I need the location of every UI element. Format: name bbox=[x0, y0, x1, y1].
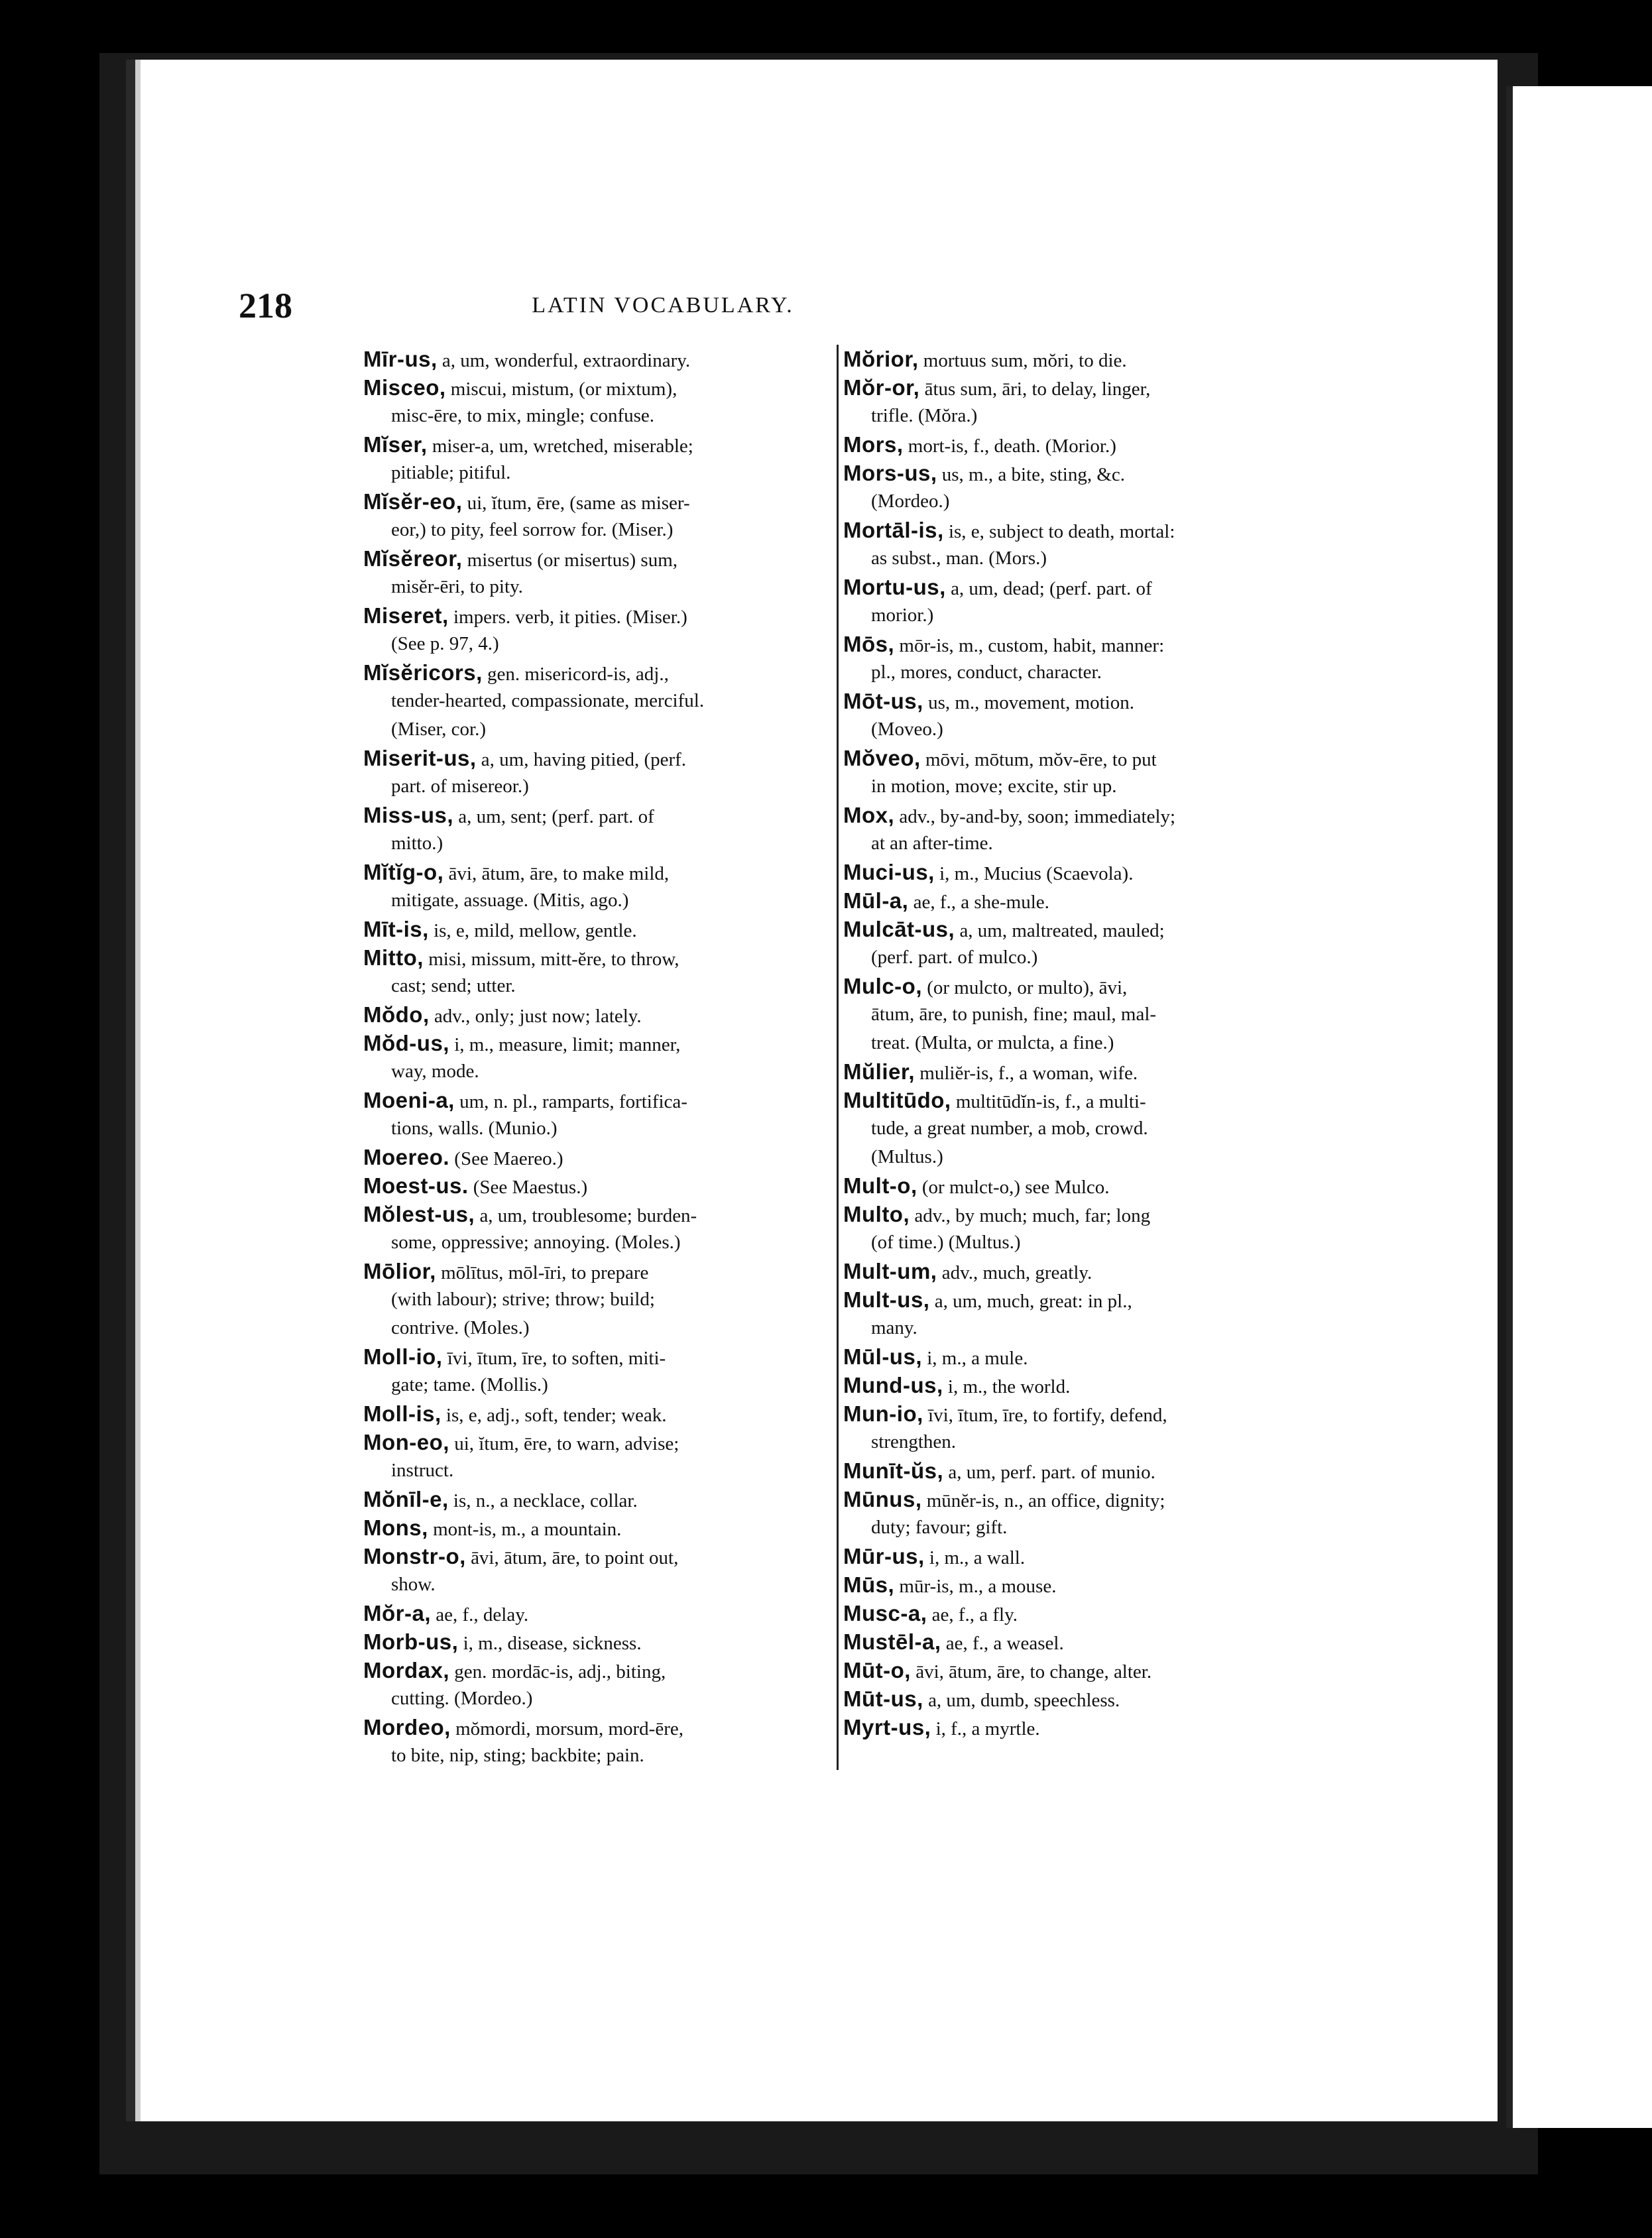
dictionary-entry-line bbox=[843, 687, 1305, 715]
headword: Mŏr-a, bbox=[363, 1601, 431, 1625]
dictionary-entry-line bbox=[843, 373, 1305, 402]
headword: Mund-us, bbox=[843, 1373, 943, 1397]
definition-text: (of time.) (Multus.) bbox=[871, 1232, 1021, 1253]
dictionary-entry-line bbox=[363, 1542, 829, 1570]
dictionary-entry-line bbox=[843, 1200, 1305, 1228]
headword: Moereo. bbox=[363, 1145, 450, 1169]
definition-text: āvi, ātum, āre, to change, alter. bbox=[910, 1661, 1152, 1682]
headword: Mūs, bbox=[843, 1572, 895, 1597]
definition-text: mitigate, assuage. (Mitis, ago.) bbox=[391, 890, 629, 911]
dictionary-entry-line bbox=[363, 1713, 829, 1741]
dictionary-continuation-line bbox=[363, 1456, 829, 1485]
definition-text: gen. misericord-is, adj., bbox=[482, 664, 669, 685]
definition-text: mont-is, m., a mountain. bbox=[428, 1519, 622, 1540]
dictionary-continuation-line bbox=[843, 1428, 1305, 1456]
headword: Morb-us, bbox=[363, 1629, 459, 1654]
definition-text: mitto.) bbox=[391, 833, 443, 854]
definition-text: morior.) bbox=[871, 605, 934, 626]
dictionary-entry-line bbox=[363, 658, 829, 687]
definition-text: (with labour); strive; throw; build; bbox=[391, 1289, 655, 1310]
definition-text: um, n. pl., ramparts, fortifica- bbox=[454, 1091, 687, 1112]
definition-text: i, f., a myrtle. bbox=[931, 1718, 1040, 1739]
headword: Mīr-us, bbox=[363, 347, 438, 371]
headword: Moest-us. bbox=[363, 1173, 469, 1198]
dictionary-entry-line bbox=[843, 858, 1305, 886]
definition-text: (or mulcto, or multo), āvi, bbox=[921, 977, 1128, 998]
dictionary-entry-line bbox=[843, 1456, 1305, 1485]
dictionary-continuation-line bbox=[363, 459, 829, 487]
definition-text: i, m., a mule. bbox=[921, 1348, 1028, 1369]
dictionary-entry-line bbox=[843, 1656, 1305, 1684]
dictionary-continuation-line bbox=[843, 658, 1305, 687]
dictionary-continuation-line bbox=[843, 601, 1305, 630]
definition-text: i, m., a wall. bbox=[924, 1547, 1026, 1568]
definition-text: īvi, ītum, īre, to soften, miti- bbox=[442, 1348, 666, 1369]
dictionary-continuation-line bbox=[843, 487, 1305, 516]
definition-text: instruct. bbox=[391, 1460, 454, 1481]
dictionary-continuation-line bbox=[843, 1314, 1305, 1342]
headword: Moeni-a, bbox=[363, 1088, 455, 1112]
dictionary-entry-line bbox=[363, 744, 829, 772]
definition-text: mōr-is, m., custom, habit, manner: bbox=[894, 635, 1165, 656]
dictionary-entry-line bbox=[363, 1342, 829, 1371]
definition-text: adv., much, greatly. bbox=[937, 1262, 1092, 1283]
dictionary-entry-line bbox=[363, 1000, 829, 1029]
dictionary-continuation-line bbox=[363, 1314, 829, 1342]
dictionary-continuation-line bbox=[843, 943, 1305, 972]
dictionary-entry-line bbox=[843, 345, 1305, 373]
dictionary-entry-line bbox=[363, 430, 829, 459]
dictionary-entry-line bbox=[363, 544, 829, 573]
dictionary-continuation-line bbox=[363, 886, 829, 915]
definition-text: is, e, mild, mellow, gentle. bbox=[428, 920, 637, 941]
headword: Mŏr-or, bbox=[843, 375, 920, 400]
dictionary-entry-line bbox=[363, 1257, 829, 1285]
headword: Mortāl-is, bbox=[843, 518, 944, 542]
dictionary-continuation-line bbox=[843, 1228, 1305, 1257]
definition-text: a, um, sent; (perf. part. of bbox=[453, 806, 654, 827]
definition-text: muliĕr-is, f., a woman, wife. bbox=[915, 1063, 1138, 1084]
definition-text: treat. (Multa, or mulcta, a fine.) bbox=[871, 1032, 1114, 1053]
dictionary-entry-line bbox=[363, 1599, 829, 1627]
headword: Mult-o, bbox=[843, 1173, 917, 1198]
dictionary-continuation-line bbox=[363, 972, 829, 1000]
definition-text: miscui, mistum, (or mixtum), bbox=[445, 379, 678, 400]
dictionary-continuation-line bbox=[363, 1285, 829, 1314]
definition-text: is, e, subject to death, mortal: bbox=[943, 521, 1175, 542]
definition-text: ae, f., a she-mule. bbox=[908, 892, 1049, 913]
dictionary-entry-line bbox=[843, 1057, 1305, 1086]
definition-text: multitūdĭn-is, f., a multi- bbox=[951, 1091, 1146, 1112]
page-number: 218 bbox=[239, 286, 292, 325]
definition-text: īvi, ītum, īre, to fortify, defend, bbox=[923, 1405, 1167, 1426]
definition-text: mortuus sum, mŏri, to die. bbox=[918, 350, 1127, 371]
dictionary-entry-line bbox=[843, 1713, 1305, 1741]
headword: Myrt-us, bbox=[843, 1715, 931, 1739]
dictionary-entry-line bbox=[843, 1371, 1305, 1399]
definition-text: a, um, dead; (perf. part. of bbox=[945, 578, 1152, 599]
definition-text: part. of misereor.) bbox=[391, 776, 529, 797]
definition-text: (See Maereo.) bbox=[449, 1148, 563, 1169]
definition-text: tions, walls. (Munio.) bbox=[391, 1118, 558, 1139]
definition-text: as subst., man. (Mors.) bbox=[871, 548, 1047, 569]
headword: Mūl-a, bbox=[843, 888, 909, 913]
definition-text: mōlītus, mōl-īri, to prepare bbox=[436, 1262, 649, 1283]
definition-text: gate; tame. (Mollis.) bbox=[391, 1374, 548, 1395]
dictionary-continuation-line bbox=[363, 573, 829, 601]
headword: Mulcāt-us, bbox=[843, 917, 955, 941]
definition-text: impers. verb, it pities. (Miser.) bbox=[448, 607, 687, 628]
headword: Mŏnīl-e, bbox=[363, 1487, 449, 1511]
dictionary-entry-line bbox=[363, 345, 829, 373]
dictionary-entry-line bbox=[843, 1570, 1305, 1599]
headword: Mūnus, bbox=[843, 1487, 922, 1511]
dictionary-entry-line bbox=[363, 1171, 829, 1200]
dictionary-entry-line bbox=[843, 430, 1305, 459]
dictionary-entry-line bbox=[363, 1399, 829, 1428]
headword: Moll-is, bbox=[363, 1401, 442, 1426]
definition-text: āvi, ātum, āre, to point out, bbox=[465, 1547, 679, 1568]
dictionary-entry-line bbox=[363, 801, 829, 829]
definition-text: show. bbox=[391, 1574, 436, 1595]
dictionary-continuation-line bbox=[843, 402, 1305, 430]
definition-text: us, m., movement, motion. bbox=[923, 692, 1134, 713]
headword: Mĭsĕricors, bbox=[363, 660, 483, 685]
dictionary-continuation-line bbox=[843, 1000, 1305, 1029]
dictionary-continuation-line bbox=[363, 402, 829, 430]
dictionary-entry-line bbox=[843, 1485, 1305, 1513]
running-title: LATIN VOCABULARY. bbox=[532, 293, 794, 318]
page-header bbox=[239, 285, 981, 331]
headword: Mīt-is, bbox=[363, 917, 429, 941]
headword: Mons, bbox=[363, 1515, 428, 1540]
definition-text: ae, f., delay. bbox=[431, 1604, 529, 1625]
headword: Mōlior, bbox=[363, 1259, 436, 1283]
dictionary-continuation-line bbox=[843, 1513, 1305, 1542]
definition-text: misi, missum, mitt-ĕre, to throw, bbox=[423, 949, 679, 970]
headword: Mŭlier, bbox=[843, 1059, 915, 1084]
definition-text: a, um, much, great: in pl., bbox=[929, 1291, 1132, 1312]
definition-text: (perf. part. of mulco.) bbox=[871, 947, 1038, 968]
definition-text: pl., mores, conduct, character. bbox=[871, 662, 1102, 683]
definition-text: mŏmordi, morsum, mord-ēre, bbox=[450, 1718, 683, 1739]
dictionary-entry-line bbox=[843, 573, 1305, 601]
definition-text: ae, f., a fly. bbox=[927, 1604, 1018, 1625]
dictionary-continuation-line bbox=[843, 544, 1305, 573]
dictionary-continuation-line bbox=[363, 687, 829, 715]
dictionary-continuation-line bbox=[363, 1228, 829, 1257]
dictionary-entry-line bbox=[843, 1542, 1305, 1570]
definition-text: ui, ĭtum, ēre, (same as miser- bbox=[462, 493, 690, 514]
definition-text: i, m., disease, sickness. bbox=[458, 1633, 642, 1654]
dictionary-entry-line bbox=[363, 943, 829, 972]
dictionary-continuation-line bbox=[843, 772, 1305, 801]
definition-text: ui, ĭtum, ēre, to warn, advise; bbox=[449, 1433, 679, 1454]
headword: Mūl-us, bbox=[843, 1344, 922, 1369]
definition-text: some, oppressive; annoying. (Moles.) bbox=[391, 1232, 681, 1253]
definition-text: i, m., measure, limit; manner, bbox=[449, 1034, 681, 1055]
definition-text: a, um, dumb, speechless. bbox=[923, 1690, 1120, 1711]
dictionary-entry-line bbox=[843, 915, 1305, 943]
definition-text: mort-is, f., death. (Morior.) bbox=[903, 436, 1116, 457]
dictionary-entry-line bbox=[843, 1684, 1305, 1713]
headword: Mūr-us, bbox=[843, 1544, 925, 1568]
headword: Mitto, bbox=[363, 945, 424, 970]
headword: Mors-us, bbox=[843, 461, 937, 485]
headword: Mŏd-us, bbox=[363, 1031, 449, 1055]
definition-text: duty; favour; gift. bbox=[871, 1517, 1008, 1538]
dictionary-entry-line bbox=[843, 1342, 1305, 1371]
definition-text: contrive. (Moles.) bbox=[391, 1317, 530, 1338]
definition-text: (Multus.) bbox=[871, 1146, 943, 1167]
column-divider bbox=[837, 345, 839, 1770]
definition-text: ātum, āre, to punish, fine; maul, mal- bbox=[871, 1004, 1157, 1025]
definition-text: cutting. (Mordeo.) bbox=[391, 1688, 533, 1709]
dictionary-entry-line bbox=[363, 487, 829, 516]
definition-text: adv., by-and-by, soon; immediately; bbox=[894, 806, 1176, 827]
dictionary-entry-line bbox=[843, 1086, 1305, 1114]
dictionary-entry-line bbox=[843, 1599, 1305, 1627]
dictionary-entry-line bbox=[363, 1029, 829, 1057]
headword: Multo, bbox=[843, 1202, 910, 1226]
headword: Mortu-us, bbox=[843, 575, 946, 599]
dictionary-entry-line bbox=[363, 373, 829, 402]
headword: Miseret, bbox=[363, 603, 449, 628]
definition-text: eor,) to pity, feel sorrow for. (Miser.) bbox=[391, 519, 674, 540]
dictionary-continuation-line bbox=[363, 1570, 829, 1599]
definition-text: a, um, having pitied, (perf. bbox=[476, 749, 687, 770]
definition-text: is, n., a necklace, collar. bbox=[448, 1490, 638, 1511]
dictionary-entry-line bbox=[363, 1485, 829, 1513]
dictionary-continuation-line bbox=[363, 772, 829, 801]
definition-text: trifle. (Mŏra.) bbox=[871, 405, 978, 426]
dictionary-continuation-line bbox=[843, 1143, 1305, 1171]
definition-text: a, um, troublesome; burden- bbox=[475, 1205, 697, 1226]
definition-text: to bite, nip, sting; backbite; pain. bbox=[391, 1745, 644, 1766]
headword: Muci-us, bbox=[843, 860, 935, 884]
dictionary-continuation-line bbox=[363, 715, 829, 744]
definition-text: mūr-is, m., a mouse. bbox=[894, 1576, 1057, 1597]
dictionary-entry-line bbox=[843, 744, 1305, 772]
dictionary-entry-line bbox=[363, 1656, 829, 1684]
headword: Mŏrior, bbox=[843, 347, 919, 371]
adjacent-page-edge bbox=[1506, 86, 1652, 2128]
headword: Mūt-o, bbox=[843, 1658, 911, 1682]
dictionary-continuation-line bbox=[843, 1029, 1305, 1057]
headword: Mun-io, bbox=[843, 1401, 923, 1426]
dictionary-continuation-line bbox=[363, 1057, 829, 1086]
headword: Mult-us, bbox=[843, 1287, 930, 1312]
dictionary-continuation-line bbox=[363, 516, 829, 544]
definition-text: cast; send; utter. bbox=[391, 975, 516, 996]
definition-text: misĕr-ēri, to pity. bbox=[391, 576, 523, 597]
headword: Mŏlest-us, bbox=[363, 1202, 475, 1226]
definition-text: (See Maestus.) bbox=[468, 1177, 588, 1198]
dictionary-continuation-line bbox=[363, 1741, 829, 1770]
definition-text: a, um, maltreated, mauled; bbox=[955, 920, 1165, 941]
dictionary-continuation-line bbox=[363, 1114, 829, 1143]
headword: Monstr-o, bbox=[363, 1544, 466, 1568]
definition-text: pitiable; pitiful. bbox=[391, 462, 511, 483]
headword: Miserit-us, bbox=[363, 746, 477, 770]
headword: Mult-um, bbox=[843, 1259, 937, 1283]
dictionary-entry-line bbox=[843, 1257, 1305, 1285]
dictionary-entry-line bbox=[363, 1428, 829, 1456]
dictionary-entry-line bbox=[363, 1513, 829, 1542]
definition-text: mōvi, mōtum, mŏv-ēre, to put bbox=[920, 749, 1157, 770]
headword: Mōs, bbox=[843, 632, 895, 656]
headword: Musc-a, bbox=[843, 1601, 927, 1625]
dictionary-entry-line bbox=[843, 516, 1305, 544]
dictionary-entry-line bbox=[843, 630, 1305, 658]
definition-text: tude, a great number, a mob, crowd. bbox=[871, 1118, 1148, 1139]
dictionary-entry-line bbox=[843, 972, 1305, 1000]
dictionary-continuation-line bbox=[843, 715, 1305, 744]
headword: Mŏveo, bbox=[843, 746, 921, 770]
definition-text: āvi, ātum, āre, to make mild, bbox=[443, 863, 670, 884]
dictionary-entry-line bbox=[363, 1200, 829, 1228]
headword: Mŏdo, bbox=[363, 1002, 430, 1027]
headword: Mĭsĕreor, bbox=[363, 546, 463, 571]
dictionary-entry-line bbox=[363, 601, 829, 630]
definition-text: adv., only; just now; lately. bbox=[429, 1006, 642, 1027]
dictionary-continuation-line bbox=[363, 1371, 829, 1399]
right-column bbox=[843, 345, 1305, 1741]
dictionary-entry-line bbox=[363, 915, 829, 943]
dictionary-entry-line bbox=[843, 886, 1305, 915]
headword: Mĭsĕr-eo, bbox=[363, 489, 463, 514]
dictionary-continuation-line bbox=[363, 829, 829, 858]
definition-text: a, um, wonderful, extraordinary. bbox=[437, 350, 691, 371]
dictionary-entry-line bbox=[363, 1627, 829, 1656]
definition-text: (Mordeo.) bbox=[871, 491, 950, 512]
headword: Mūt-us, bbox=[843, 1686, 923, 1711]
headword: Munīt-ŭs, bbox=[843, 1458, 944, 1483]
dictionary-entry-line bbox=[843, 1627, 1305, 1656]
definition-text: gen. mordāc-is, adj., biting, bbox=[449, 1661, 666, 1682]
headword: Mon-eo, bbox=[363, 1430, 449, 1454]
definition-text: miser-a, um, wretched, miserable; bbox=[427, 436, 693, 457]
definition-text: in motion, move; excite, stir up. bbox=[871, 776, 1117, 797]
definition-text: strengthen. bbox=[871, 1431, 957, 1452]
headword: Moll-io, bbox=[363, 1344, 443, 1369]
dictionary-continuation-line bbox=[363, 1684, 829, 1713]
definition-text: adv., by much; much, far; long bbox=[910, 1205, 1151, 1226]
definition-text: misertus (or misertus) sum, bbox=[462, 550, 678, 571]
headword: Mordeo, bbox=[363, 1715, 451, 1739]
headword: Miss-us, bbox=[363, 803, 454, 827]
headword: Mustēl-a, bbox=[843, 1629, 941, 1654]
definition-text: ātus sum, āri, to delay, linger, bbox=[919, 379, 1151, 400]
headword: Mox, bbox=[843, 803, 895, 827]
headword: Mors, bbox=[843, 432, 904, 457]
dictionary-entry-line bbox=[843, 801, 1305, 829]
definition-text: (Miser, cor.) bbox=[391, 719, 486, 740]
definition-text: i, m., the world. bbox=[943, 1376, 1071, 1397]
headword: Mulc-o, bbox=[843, 974, 922, 998]
definition-text: i, m., Mucius (Scaevola). bbox=[934, 863, 1134, 884]
dictionary-continuation-line bbox=[843, 829, 1305, 858]
dictionary-continuation-line bbox=[843, 1114, 1305, 1143]
definition-text: (See p. 97, 4.) bbox=[391, 633, 499, 654]
headword: Misceo, bbox=[363, 375, 446, 400]
dictionary-entry-line bbox=[363, 858, 829, 886]
definition-text: at an after-time. bbox=[871, 833, 993, 854]
headword: Mordax, bbox=[363, 1658, 450, 1682]
dictionary-entry-line bbox=[843, 1285, 1305, 1314]
definition-text: us, m., a bite, sting, &c. bbox=[937, 464, 1126, 485]
definition-text: (or mulct-o,) see Mulco. bbox=[917, 1177, 1110, 1198]
dictionary-entry-line bbox=[363, 1143, 829, 1171]
dictionary-continuation-line bbox=[363, 630, 829, 658]
headword: Mōt-us, bbox=[843, 689, 923, 713]
definition-text: ae, f., a weasel. bbox=[941, 1633, 1064, 1654]
dictionary-entry-line bbox=[843, 1171, 1305, 1200]
dictionary-entry-line bbox=[843, 459, 1305, 487]
definition-text: way, mode. bbox=[391, 1061, 479, 1082]
definition-text: a, um, perf. part. of munio. bbox=[943, 1462, 1155, 1483]
definition-text: is, e, adj., soft, tender; weak. bbox=[441, 1405, 667, 1426]
definition-text: mūnĕr-is, n., an office, dignity; bbox=[921, 1490, 1165, 1511]
definition-text: misc-ēre, to mix, mingle; confuse. bbox=[391, 405, 655, 426]
headword: Multitūdo, bbox=[843, 1088, 951, 1112]
headword: Mĭtĭg-o, bbox=[363, 860, 444, 884]
definition-text: many. bbox=[871, 1317, 917, 1338]
left-column bbox=[363, 345, 829, 1770]
definition-text: tender-hearted, compassionate, merciful. bbox=[391, 690, 705, 711]
dictionary-entry-line bbox=[363, 1086, 829, 1114]
headword: Mĭser, bbox=[363, 432, 428, 457]
dictionary-entry-line bbox=[843, 1399, 1305, 1428]
definition-text: (Moveo.) bbox=[871, 719, 943, 740]
